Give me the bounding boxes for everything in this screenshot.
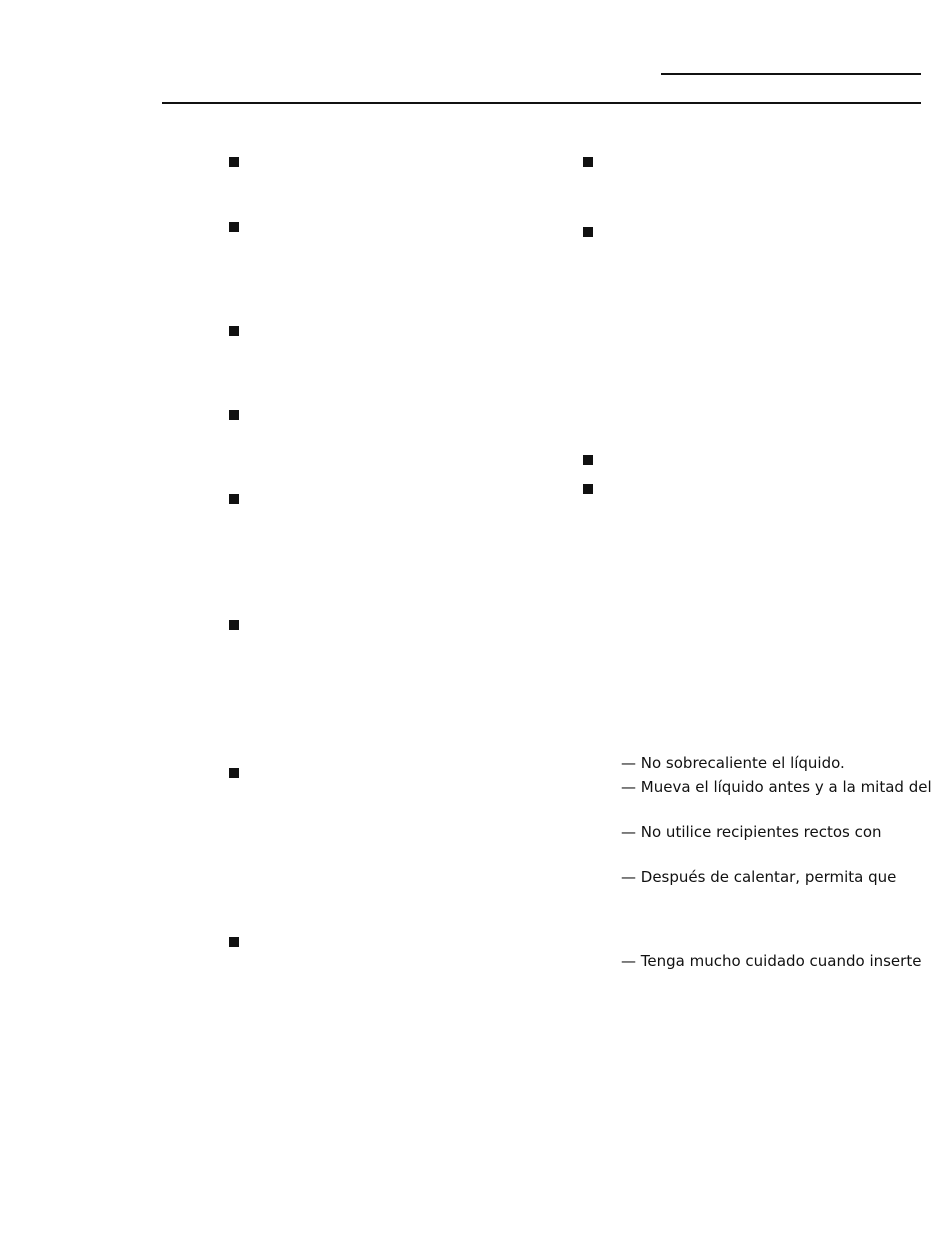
bullet-icon bbox=[583, 455, 593, 465]
bullet-icon bbox=[583, 484, 593, 494]
bullet-icon bbox=[229, 768, 239, 778]
bullet-icon bbox=[229, 157, 239, 167]
dash-item-care: — Tenga mucho cuidado cuando inserte bbox=[621, 952, 922, 970]
bullet-icon bbox=[583, 157, 593, 167]
bullet-icon bbox=[229, 410, 239, 420]
bullet-icon bbox=[229, 937, 239, 947]
dash-item-containers: — No utilice recipientes rectos con bbox=[621, 823, 882, 841]
dash-item-stir: — Mueva el líquido antes y a la mitad del bbox=[621, 778, 932, 796]
bullet-icon bbox=[229, 326, 239, 336]
dash-item-overheat: — No sobrecaliente el líquido. bbox=[621, 754, 845, 772]
header-long-rule bbox=[162, 102, 921, 104]
bullet-icon bbox=[229, 620, 239, 630]
header-short-rule bbox=[661, 73, 921, 75]
bullet-icon bbox=[583, 227, 593, 237]
dash-item-after-heating: — Después de calentar, permita que bbox=[621, 868, 897, 886]
bullet-icon bbox=[229, 222, 239, 232]
bullet-icon bbox=[229, 494, 239, 504]
